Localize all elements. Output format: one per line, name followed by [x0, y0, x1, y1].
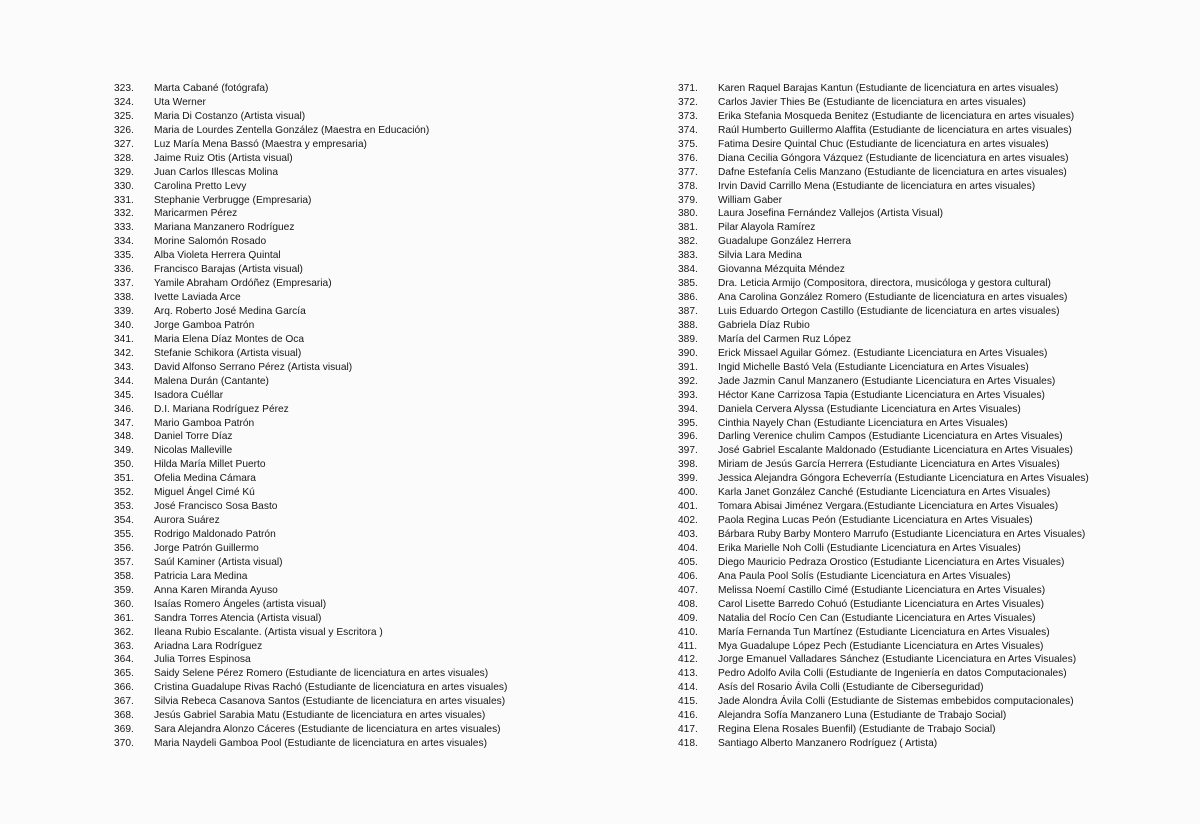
entry-number: 414. [678, 682, 698, 694]
entry-number: 330. [114, 180, 134, 192]
entry-name: Daniel Torre Díaz [154, 431, 233, 443]
entry-number: 323. [114, 83, 134, 94]
entry-name: Ivette Laviada Arce [154, 292, 241, 304]
entry-number: 413. [678, 668, 698, 680]
entry-number: 418. [678, 738, 698, 750]
entry-number: 351. [114, 473, 134, 485]
list-item [114, 430, 554, 444]
entry-name: David Alfonso Serrano Pérez (Artista visual) [154, 361, 353, 373]
entry-number: 366. [114, 682, 134, 694]
list-item [678, 472, 1188, 486]
entry-name: Jorge Gamboa Patrón [154, 319, 255, 331]
entry-name: Rodrigo Maldonado Patrón [154, 529, 276, 540]
list-item [678, 138, 1188, 152]
entry-number: 329. [114, 166, 134, 178]
entry-number: 369. [114, 724, 134, 736]
entry-name: Dafne Estefanía Celis Manzano (Estudiante de licenciatura en artes visuales) [718, 166, 1067, 178]
entry-number: 412. [678, 654, 698, 666]
entry-number: 339. [114, 306, 134, 317]
entry-name: José Gabriel Escalante Maldonado (Estudiante Licenciatura en Artes Visuales) [718, 445, 1073, 457]
entry-number: 404. [678, 542, 698, 554]
list-item [114, 305, 554, 319]
list-item [114, 166, 554, 180]
entry-number: 338. [114, 292, 134, 304]
entry-number: 373. [678, 110, 698, 122]
entry-name: Jessica Alejandra Góngora Echeverría (Estudiante Licenciatura en Artes Visuales) [718, 473, 1089, 485]
entry-number: 347. [114, 417, 134, 429]
list-item [678, 500, 1188, 514]
entry-name: Isaías Romero Ángeles (artista visual) [154, 598, 327, 610]
list-item [678, 528, 1188, 542]
entry-name: Miriam de Jesús García Herrera (Estudiante Licenciatura en Artes Visuales) [718, 459, 1060, 471]
entry-number: 410. [678, 626, 698, 638]
entry-name: Carol Lisette Barredo Cohuó (Estudiante Licenciatura en Artes Visuales) [718, 598, 1044, 610]
entry-number: 353. [114, 501, 134, 513]
entry-number: 341. [114, 333, 134, 345]
entry-number: 392. [678, 375, 698, 387]
list-item [678, 82, 1188, 96]
entry-number: 352. [114, 487, 134, 499]
entry-name: Erika Marielle Noh Colli (Estudiante Licenciatura en Artes Visuales) [718, 542, 1021, 554]
right-column-list [678, 82, 1188, 751]
entry-number: 325. [114, 110, 134, 122]
list-item [678, 403, 1188, 417]
entry-number: 395. [678, 417, 698, 429]
entry-name: Julia Torres Espinosa [154, 654, 251, 666]
list-item [678, 305, 1188, 319]
entry-name: Aurora Suárez [154, 515, 220, 527]
entry-number: 406. [678, 570, 698, 582]
list-item [114, 375, 554, 389]
entry-name: Malena Durán (Cantante) [154, 375, 269, 387]
entry-number: 370. [114, 738, 134, 750]
entry-number: 390. [678, 347, 698, 359]
list-item [114, 486, 554, 500]
list-item [678, 180, 1188, 194]
entry-name: Maricarmen Pérez [154, 208, 238, 220]
list-item [678, 737, 1188, 751]
entry-name: Luis Eduardo Ortegon Castillo (Estudiante de licenciatura en artes visuales) [718, 306, 1060, 317]
entry-name: Uta Werner [154, 96, 206, 108]
entry-number: 376. [678, 152, 698, 164]
entry-number: 354. [114, 515, 134, 527]
entry-number: 374. [678, 124, 698, 136]
entry-name: Jorge Emanuel Valladares Sánchez (Estudiante Licenciatura en Artes Visuales) [718, 654, 1077, 666]
entry-name: Raúl Humberto Guillermo Alaffita (Estudiante de licenciatura en artes visuales) [718, 124, 1072, 136]
entry-name: Dra. Leticia Armijo (Compositora, directora, musicóloga y gestora cultural) [718, 278, 1051, 290]
entry-name: Maria Di Costanzo (Artista visual) [154, 110, 306, 122]
entry-number: 378. [678, 180, 698, 192]
list-item [678, 653, 1188, 667]
entry-number: 343. [114, 361, 134, 373]
entry-name: Jorge Patrón Guillermo [154, 542, 259, 554]
entry-number: 375. [678, 138, 698, 150]
entry-number: 337. [114, 278, 134, 290]
entry-name: Sara Alejandra Alonzo Cáceres (Estudiante de licenciatura en artes visuales) [154, 724, 501, 736]
entry-name: Carlos Javier Thies Be (Estudiante de licenciatura en artes visuales) [718, 96, 1026, 108]
list-item [114, 124, 554, 138]
list-item [114, 263, 554, 277]
list-item [678, 556, 1188, 570]
list-item [678, 194, 1188, 208]
list-item [114, 570, 554, 584]
entry-number: 359. [114, 584, 134, 596]
entry-name: Regina Elena Rosales Buenfil) (Estudiante de Trabajo Social) [718, 724, 996, 736]
entry-number: 327. [114, 138, 134, 150]
list-item [678, 570, 1188, 584]
list-item [114, 528, 554, 542]
list-item [678, 221, 1188, 235]
list-item [678, 430, 1188, 444]
list-item [678, 612, 1188, 626]
entry-number: 397. [678, 445, 698, 457]
list-item [114, 514, 554, 528]
entry-name: Sandra Torres Atencia (Artista visual) [154, 612, 322, 624]
entry-number: 415. [678, 696, 698, 708]
list-item [114, 598, 554, 612]
list-item [114, 96, 554, 110]
entry-number: 335. [114, 250, 134, 262]
entry-name: Morine Salomón Rosado [154, 236, 267, 248]
list-item [678, 96, 1188, 110]
entry-name: Luz María Mena Bassó (Maestra y empresaria) [154, 138, 367, 150]
entry-name: Diana Cecilia Góngora Vázquez (Estudiante de licenciatura en artes visuales) [718, 152, 1069, 164]
entry-name: Pilar Alayola Ramírez [718, 222, 816, 234]
entry-number: 391. [678, 361, 698, 373]
entry-number: 363. [114, 640, 134, 652]
entry-name: D.I. Mariana Rodríguez Pérez [154, 403, 289, 415]
entry-number: 371. [678, 83, 698, 94]
list-item [678, 235, 1188, 249]
entry-number: 361. [114, 612, 134, 624]
list-item [114, 180, 554, 194]
list-item [678, 249, 1188, 263]
list-item [114, 612, 554, 626]
list-item [678, 709, 1188, 723]
entry-name: Jesús Gabriel Sarabia Matu (Estudiante de licenciatura en artes visuales) [154, 710, 486, 722]
entry-number: 340. [114, 319, 134, 331]
entry-name: Ingid Michelle Bastó Vela (Estudiante Licenciatura en Artes Visuales) [718, 361, 1029, 373]
list-item [114, 626, 554, 640]
entry-number: 383. [678, 250, 698, 262]
list-item [114, 737, 554, 751]
entry-name: Laura Josefina Fernández Vallejos (Artista Visual) [718, 208, 943, 220]
entry-number: 387. [678, 306, 698, 317]
list-item [114, 291, 554, 305]
list-item [114, 695, 554, 709]
entry-name: Karen Raquel Barajas Kantun (Estudiante de licenciatura en artes visuales) [718, 83, 1059, 94]
entry-name: Stephanie Verbrugge (Empresaria) [154, 194, 312, 206]
entry-number: 372. [678, 96, 698, 108]
entry-name: Stefanie Schikora (Artista visual) [154, 347, 302, 359]
entry-name: Diego Mauricio Pedraza Orostico (Estudiante Licenciatura en Artes Visuales) [718, 556, 1065, 568]
list-item [678, 291, 1188, 305]
list-item [678, 695, 1188, 709]
entry-number: 334. [114, 236, 134, 248]
entry-number: 388. [678, 319, 698, 331]
list-item [678, 417, 1188, 431]
entry-name: Tomara Abisai Jiménez Vergara.(Estudiante Licenciatura en Artes Visuales) [718, 501, 1059, 513]
entry-number: 328. [114, 152, 134, 164]
list-item [114, 472, 554, 486]
list-item [678, 667, 1188, 681]
entry-name: Ana Carolina González Romero (Estudiante de licenciatura en artes visuales) [718, 292, 1068, 304]
entry-name: Saúl Kaminer (Artista visual) [154, 556, 283, 568]
list-item [114, 152, 554, 166]
entry-name: Nicolas Malleville [154, 445, 233, 457]
entry-name: Giovanna Mézquita Méndez [718, 264, 845, 276]
entry-name: Maria de Lourdes Zentella González (Maestra en Educación) [154, 124, 430, 136]
entry-name: Miguel Ángel Cimé Kú [154, 487, 255, 499]
entry-number: 393. [678, 389, 698, 401]
entry-number: 365. [114, 668, 134, 680]
entry-number: 384. [678, 264, 698, 276]
entry-number: 389. [678, 333, 698, 345]
entry-number: 386. [678, 292, 698, 304]
entry-name: Saidy Selene Pérez Romero (Estudiante de licenciatura en artes visuales) [154, 668, 489, 680]
list-item [678, 542, 1188, 556]
list-item [678, 514, 1188, 528]
list-item [114, 221, 554, 235]
entry-name: Yamile Abraham Ordóñez (Empresaria) [154, 278, 332, 290]
list-item [678, 626, 1188, 640]
list-item [678, 277, 1188, 291]
entry-name: Natalia del Rocío Cen Can (Estudiante Licenciatura en Artes Visuales) [718, 612, 1036, 624]
entry-name: Isadora Cuéllar [154, 389, 224, 401]
entry-name: Mario Gamboa Patrón [154, 417, 255, 429]
list-item [678, 444, 1188, 458]
list-item [114, 361, 554, 375]
entry-name: Darling Verenice chulim Campos (Estudiante Licenciatura en Artes Visuales) [718, 431, 1063, 443]
entry-name: Jade Alondra Ávila Colli (Estudiante de Sistemas embebidos computacionales) [718, 696, 1074, 708]
list-item [114, 709, 554, 723]
entry-number: 331. [114, 194, 134, 206]
list-item [114, 319, 554, 333]
entry-name: Silvia Rebeca Casanova Santos (Estudiante de licenciatura en artes visuales) [154, 696, 506, 708]
left-column-list [114, 82, 554, 751]
list-item [114, 500, 554, 514]
list-item [678, 166, 1188, 180]
entry-name: Carolina Pretto Levy [154, 180, 247, 192]
entry-name: Mya Guadalupe López Pech (Estudiante Licenciatura en Artes Visuales) [718, 640, 1044, 652]
entry-name: Juan Carlos Illescas Molina [154, 166, 279, 178]
entry-number: 360. [114, 598, 134, 610]
entry-name: Jade Jazmin Canul Manzanero (Estudiante Licenciatura en Artes Visuales) [718, 375, 1056, 387]
entry-number: 344. [114, 375, 134, 387]
list-item [678, 124, 1188, 138]
entry-number: 409. [678, 612, 698, 624]
list-item [678, 207, 1188, 221]
entry-number: 358. [114, 570, 134, 582]
entry-name: Guadalupe González Herrera [718, 236, 852, 248]
list-item [678, 347, 1188, 361]
list-item [114, 584, 554, 598]
entry-number: 417. [678, 724, 698, 736]
entry-name: Bárbara Ruby Barby Montero Marrufo (Estudiante Licenciatura en Artes Visuales) [718, 529, 1086, 540]
list-item [114, 542, 554, 556]
list-item [114, 207, 554, 221]
list-item [678, 375, 1188, 389]
entry-name: Maria Elena Díaz Montes de Oca [154, 333, 305, 345]
list-item [678, 640, 1188, 654]
entry-number: 333. [114, 222, 134, 234]
entry-number: 346. [114, 403, 134, 415]
list-item [114, 249, 554, 263]
entry-number: 405. [678, 556, 698, 568]
entry-number: 403. [678, 529, 698, 540]
entry-name: Cinthia Nayely Chan (Estudiante Licenciatura en Artes Visuales) [718, 417, 1008, 429]
list-item [114, 110, 554, 124]
entry-name: Irvin David Carrillo Mena (Estudiante de licenciatura en artes visuales) [718, 180, 1036, 192]
list-item [678, 584, 1188, 598]
entry-name: Cristina Guadalupe Rivas Rachó (Estudiante de licenciatura en artes visuales) [154, 682, 508, 694]
entry-name: José Francisco Sosa Basto [154, 501, 278, 513]
list-item [678, 723, 1188, 737]
entry-name: Erick Missael Aguilar Gómez. (Estudiante Licenciatura en Artes Visuales) [718, 347, 1048, 359]
entry-number: 345. [114, 389, 134, 401]
list-item [114, 138, 554, 152]
entry-number: 342. [114, 347, 134, 359]
entry-name: Karla Janet González Canché (Estudiante Licenciatura en Artes Visuales) [718, 487, 1051, 499]
list-item [114, 403, 554, 417]
entry-name: Daniela Cervera Alyssa (Estudiante Licenciatura en Artes Visuales) [718, 403, 1021, 415]
list-item [114, 458, 554, 472]
entry-number: 382. [678, 236, 698, 248]
entry-number: 401. [678, 501, 698, 513]
entry-name: Melissa Noemí Castillo Cimé (Estudiante Licenciatura en Artes Visuales) [718, 584, 1046, 596]
list-item [114, 417, 554, 431]
entry-number: 355. [114, 529, 134, 540]
list-item [114, 556, 554, 570]
list-item [114, 333, 554, 347]
entry-number: 377. [678, 166, 698, 178]
entry-number: 332. [114, 208, 134, 220]
entry-number: 350. [114, 459, 134, 471]
entry-number: 380. [678, 208, 698, 220]
entry-number: 411. [678, 640, 698, 652]
list-item [678, 389, 1188, 403]
list-item [114, 653, 554, 667]
entry-name: William Gaber [718, 194, 782, 206]
entry-name: Mariana Manzanero Rodríguez [154, 222, 295, 234]
entry-number: 357. [114, 556, 134, 568]
entry-name: Erika Stefania Mosqueda Benitez (Estudiante de licenciatura en artes visuales) [718, 110, 1075, 122]
entry-name: Gabriela Díaz Rubio [718, 319, 810, 331]
entry-name: Alejandra Sofía Manzanero Luna (Estudiante de Trabajo Social) [718, 710, 1007, 722]
entry-name: Anna Karen Miranda Ayuso [154, 584, 278, 596]
entry-number: 364. [114, 654, 134, 666]
list-item [678, 333, 1188, 347]
list-item [114, 194, 554, 208]
entry-number: 336. [114, 264, 134, 276]
entry-name: Hilda María Millet Puerto [154, 459, 266, 471]
entry-name: María Fernanda Tun Martínez (Estudiante Licenciatura en Artes Visuales) [718, 626, 1050, 638]
entry-number: 398. [678, 459, 698, 471]
entry-number: 368. [114, 710, 134, 722]
list-item [114, 640, 554, 654]
entry-name: Francisco Barajas (Artista visual) [154, 264, 303, 276]
list-item [678, 361, 1188, 375]
entry-name: María del Carmen Ruz López [718, 333, 852, 345]
entry-number: 402. [678, 515, 698, 527]
list-item [114, 277, 554, 291]
entry-name: Jaime Ruiz Otis (Artista visual) [154, 152, 293, 164]
list-item [678, 486, 1188, 500]
entry-number: 379. [678, 194, 698, 206]
entry-name: Alba Violeta Herrera Quintal [154, 250, 281, 262]
list-item [678, 263, 1188, 277]
list-item [678, 152, 1188, 166]
entry-number: 408. [678, 598, 698, 610]
entry-name: Silvia Lara Medina [718, 250, 802, 262]
entry-name: Pedro Adolfo Avila Colli (Estudiante de Ingeniería en datos Computacionales) [718, 668, 1067, 680]
list-item [114, 82, 554, 96]
entry-number: 407. [678, 584, 698, 596]
list-item [678, 319, 1188, 333]
entry-name: Ariadna Lara Rodríguez [154, 640, 263, 652]
entry-number: 394. [678, 403, 698, 415]
entry-number: 324. [114, 96, 134, 108]
entry-number: 396. [678, 431, 698, 443]
entry-number: 400. [678, 487, 698, 499]
entry-number: 399. [678, 473, 698, 485]
list-item [114, 723, 554, 737]
list-item [114, 667, 554, 681]
entry-number: 367. [114, 696, 134, 708]
entry-name: Maria Naydeli Gamboa Pool (Estudiante de licenciatura en artes visuales) [154, 738, 487, 750]
entry-number: 348. [114, 431, 134, 443]
entry-name: Asís del Rosario Ávila Colli (Estudiante de Ciberseguridad) [718, 682, 984, 694]
entry-name: Ileana Rubio Escalante. (Artista visual y Escritora ) [154, 626, 383, 638]
entry-name: Arq. Roberto José Medina García [154, 306, 306, 317]
entry-number: 385. [678, 278, 698, 290]
list-item [678, 110, 1188, 124]
list-item [678, 681, 1188, 695]
entry-number: 349. [114, 445, 134, 457]
entry-name: Marta Cabané (fotógrafa) [154, 83, 269, 94]
entry-name: Héctor Kane Carrizosa Tapia (Estudiante Licenciatura en Artes Visuales) [718, 389, 1045, 401]
list-item [114, 444, 554, 458]
entry-number: 416. [678, 710, 698, 722]
entry-number: 356. [114, 542, 134, 554]
list-item [114, 681, 554, 695]
entry-number: 381. [678, 222, 698, 234]
list-item [114, 235, 554, 249]
list-item [114, 389, 554, 403]
entry-name: Paola Regina Lucas Peón (Estudiante Licenciatura en Artes Visuales) [718, 515, 1033, 527]
entry-name: Ofelia Medina Cámara [154, 473, 256, 485]
entry-number: 362. [114, 626, 134, 638]
list-item [678, 458, 1188, 472]
list-item [114, 347, 554, 361]
entry-number: 326. [114, 124, 134, 136]
list-item [678, 598, 1188, 612]
entry-name: Patricia Lara Medina [154, 570, 248, 582]
entry-name: Ana Paula Pool Solís (Estudiante Licenciatura en Artes Visuales) [718, 570, 1011, 582]
entry-name: Fatima Desire Quintal Chuc (Estudiante de licenciatura en artes visuales) [718, 138, 1049, 150]
entry-name: Santiago Alberto Manzanero Rodríguez ( Artista) [718, 738, 938, 750]
